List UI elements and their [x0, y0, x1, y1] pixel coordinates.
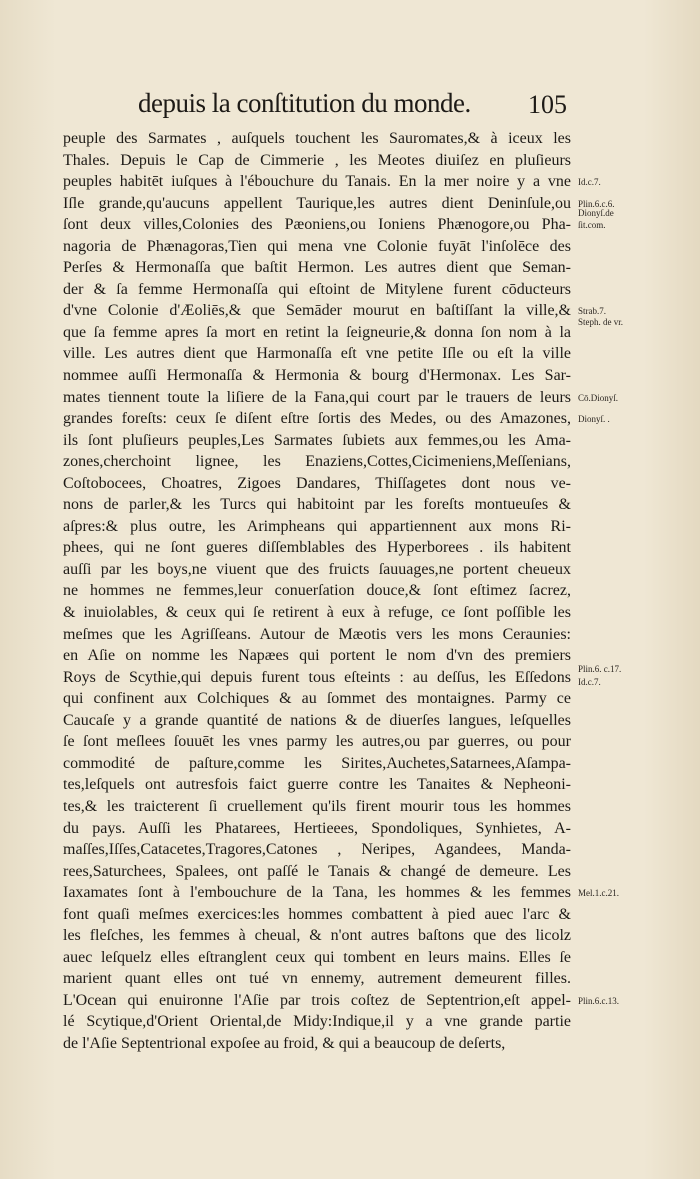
- text-line: aſpres:& plus outre, les Arimpheans qui appartiennent aux mons Ri-: [63, 517, 571, 535]
- text-line: nommee auſſi Hermonaſſa & Hermonia & bourg d'Hermonax. Les Sar-: [63, 367, 571, 385]
- text-line: marient quant elles ont tué vn ennemy, autrement demeurent filles.: [63, 970, 571, 988]
- text-line: ſe ſont meſlees ſouuēt les vnes parmy les autres,ou par guerres, ou pour: [63, 733, 571, 751]
- margin-note: Id.c.7.: [578, 677, 601, 688]
- text-line: ſont deux villes,Colonies des Pæoniens,ou Ioniens Phænogore,ou Pha-: [63, 216, 571, 234]
- text-line: lé Scytique,d'Orient Oriental,de Midy:Indique,il y a vne grande partie: [63, 1013, 571, 1031]
- text-line: Roys de Scythie,qui depuis furent tous eſteints : au deſſus, les Eſſedons: [63, 668, 571, 686]
- text-line: ne hommes ne femmes,leur conuerſation douce,& ſont eſtimez ſacrez,: [63, 582, 571, 600]
- margin-note: Strab.7.: [578, 306, 606, 317]
- margin-note: Dionyſ. .: [578, 414, 610, 425]
- margin-note: Steph. de vr.: [578, 317, 623, 328]
- page-number: 105: [528, 90, 567, 119]
- text-line: maſſes,Iſſes,Catacetes,Tragores,Catones , Neripes, Agandees, Manda-: [63, 841, 571, 859]
- text-line: de l'Aſie Septentrional expoſee au froid, & qui a beaucoup de deſerts,: [63, 1034, 506, 1052]
- margin-note: Mel.1.c.21.: [578, 888, 619, 899]
- text-line: ville. Les autres dient que Harmonaſſa eſt vne petite Iſle ou eſt la ville: [63, 345, 571, 363]
- text-line: ils ſont pluſieurs peuples,Les Sarmates ſubiets aux femmes,ou les Ama-: [63, 431, 571, 449]
- text-line: du pays. Auſſi les Phatarees, Hertieees, Spondoliques, Synhietes, A-: [63, 819, 571, 837]
- text-line: L'Ocean qui enuironne l'Aſie par trois coſtez de Septentrion,eſt appel-: [63, 991, 571, 1009]
- text-line: d'vne Colonie d'Æoliēs,& que Semāder mourut en baſtiſſant la ville,&: [63, 302, 571, 320]
- text-line: Iaxamates ſont à l'embouchure de la Tana, les hommes & les femmes: [63, 884, 571, 902]
- body-text: [63, 128, 571, 1055]
- margin-note: Cō.Dionyſ.: [578, 392, 619, 403]
- margin-note: Plin.6. c.17.: [578, 664, 622, 675]
- text-line: nagoria de Phænagoras,Tien qui mena vne Colonie fuyāt l'inſolēce des: [63, 237, 571, 255]
- text-line: font quaſi meſmes exercices:les hommes combattent à pied auec l'arc &: [63, 905, 571, 923]
- margin-note: Plin.6.c.13.: [578, 996, 620, 1006]
- margin-note: Id.c.7.: [578, 177, 601, 188]
- text-line: Coſtobocees, Choatres, Zigoes Dandares, Thiſſagetes dont nous ve-: [63, 474, 571, 492]
- text-line: peuples habitēt iuſques à l'ébouchure du Tanais. En la mer noire y a vne: [63, 173, 571, 191]
- text-line: & inuiolables, & ceux qui ſe retirent à eux à refuge, ce ſont poſſible les: [63, 604, 571, 622]
- text-line: tes,leſquels ont autresfois faict guerre contre les Tanaites & Nepheoni-: [63, 776, 571, 794]
- text-line: peuple des Sarmates , auſquels touchent les Sauromates,& à iceux les: [63, 130, 571, 147]
- text-line: auec leſquelz elles eſtranglent ceux qui tombent en leurs mains. Elles ſe: [63, 948, 571, 966]
- text-line: der & ſa femme Hermonaſſa qui eſtoint de Mitylene furent cōducteurs: [63, 280, 571, 298]
- text-line: grandes foreſts: ceux ſe diſent eſtre ſortis des Medes, ou des Amazones,: [63, 410, 571, 428]
- text-line: zones,cherchoint lignee, les Enaziens,Cottes,Cicimeniens,Meſſenians,: [63, 453, 571, 471]
- margin-note: ſit.com.: [578, 220, 606, 231]
- text-line: Caucaſe y a grande quantité de nations & de diuerſes langues, leſquelles: [63, 711, 571, 729]
- text-line: que ſa femme apres ſa mort en retint la ſeigneurie,& donna ſon nom à la: [63, 323, 571, 341]
- margin-note: Dionyſ.de: [578, 208, 614, 219]
- text-line: qui confinent aux Colchiques & au ſommet des montaignes. Parmy ce: [63, 690, 571, 708]
- margin-note: Plin.6.c.6.: [578, 198, 615, 209]
- running-header: depuis la conſtitution du monde.: [138, 88, 471, 118]
- text-line: en Aſie on nomme les Napæes qui portent le nom d'vn des premiers: [63, 647, 571, 665]
- text-line: commodité de paſture,comme les Sirites,Auchetes,Satarnees,Aſampa-: [63, 754, 571, 772]
- text-line: auſſi par les boys,ne viuent que des fruicts ſauuages,ne portent cheueux: [63, 560, 571, 578]
- text-line: nons de parler,& les Turcs qui habitoint par les foreſts montueuſes &: [63, 496, 571, 514]
- text-line: Perſes & Hermonaſſa que baſtit Hermon. Les autres dient que Seman-: [63, 259, 571, 277]
- text-line: tes,& les traicterent ſi cruellement qu'ils firent mourir tous les hommes: [63, 797, 571, 815]
- text-line: Thales. Depuis le Cap de Cimmerie , les Meotes diuiſez en pluſieurs: [63, 151, 571, 169]
- text-line: meſmes que les Agriſſeans. Autour de Mæotis vers les mons Ceraunies:: [63, 625, 571, 643]
- text-line: Iſle grande,qu'aucuns appellent Taurique,les autres dient Deninſule,ou: [63, 194, 571, 212]
- text-line: les fleſches, les femmes à cheual, & n'ont autres baſtons que des licolz: [63, 927, 571, 945]
- text-line: mates tiennent toute la liſiere de la Fana,qui court par le trauers de leurs: [63, 388, 571, 406]
- text-line: rees,Saturchees, Spalees, ont paſſé le Tanais & changé de demeure. Les: [63, 862, 571, 880]
- text-line: phees, qui ne ſont gueres diſſemblables des Hyperborees . ils habitent: [63, 539, 571, 557]
